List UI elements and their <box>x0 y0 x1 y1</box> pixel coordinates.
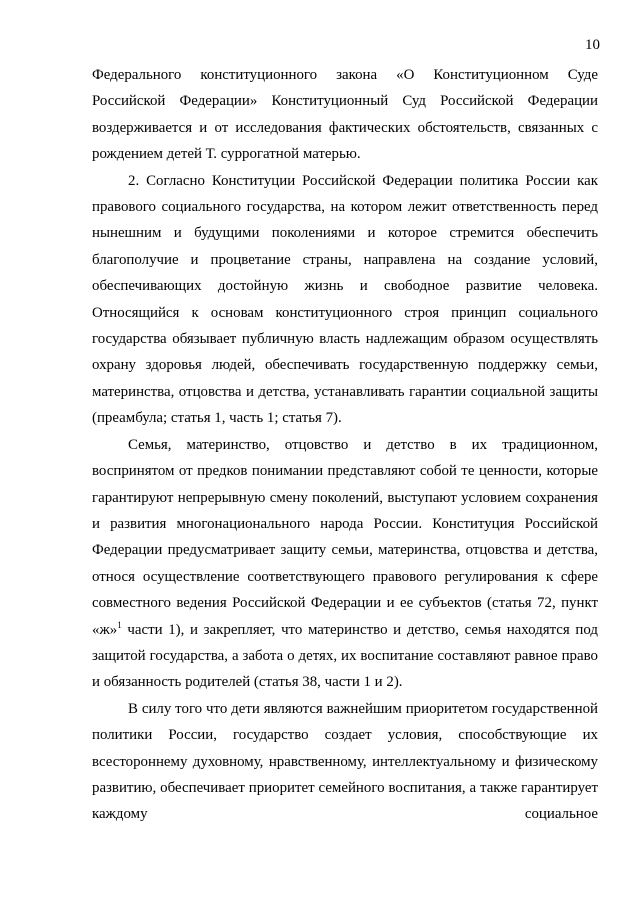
paragraph-family-values <box>92 432 598 696</box>
footnote-marker: 1 <box>117 619 122 630</box>
paragraph-family-values-text-before: Семья, материнство, отцовство и детство в их традиционном, воспринятом от предков понимании представляют собой те ценности, которые гарантируют непрерывную смену поколений, выступают условием сохранения и развития многонационального народа России. Конституция Российской Федерации предусматривает защиту семьи, материнства, отцовства и детства, относя осуществление соответствующего правового регулирования к сфере совместного ведения Российской Федерации и ее субъектов (статья 72, пункт «ж» <box>92 436 598 638</box>
document-body <box>92 62 598 828</box>
paragraph-continuation: Федерального конституционного закона «О Конституционном Суде Российской Федерации» Конституционный Суд Российской Федерации воздерживается и от исследования фактических обстоятельств, связанных с рождением детей Т. суррогатной матерью. <box>92 67 598 163</box>
paragraph-children-priority: В силу того что дети являются важнейшим приоритетом государственной политики России, государство создает условия, способствующие их всестороннему духовному, нравственному, интеллектуальному и физическому развитию, обеспечивает приоритет семейного воспитания, а также гарантирует каждому социальное <box>92 700 598 823</box>
page-number: 10 <box>585 37 600 53</box>
paragraph-social-state: 2. Согласно Конституции Российской Федерации политика России как правового социального государства, на котором лежит ответственность перед нынешним и будущими поколениями и которое стремится обеспечить благополучие и процветание страны, направлена на создание условий, обеспечивающих достойную жизнь и свободное развитие человека. Относящийся к основам конституционного строя принцип социального государства обязывает публичную власть надлежащим образом осуществлять охрану здоровья людей, обеспечивать государственную поддержку семьи, материнства, отцовства и детства, устанавливать гарантии социальной защиты (преамбула; статья 1, часть 1; статья 7). <box>92 172 598 427</box>
paragraph-family-values-text-after: части 1), и закрепляет, что материнство и детство, семья находятся под защитой государства, а забота о детях, их воспитание составляют равное право и обязанность родителей (статья 38, части 1 и 2). <box>92 621 598 691</box>
